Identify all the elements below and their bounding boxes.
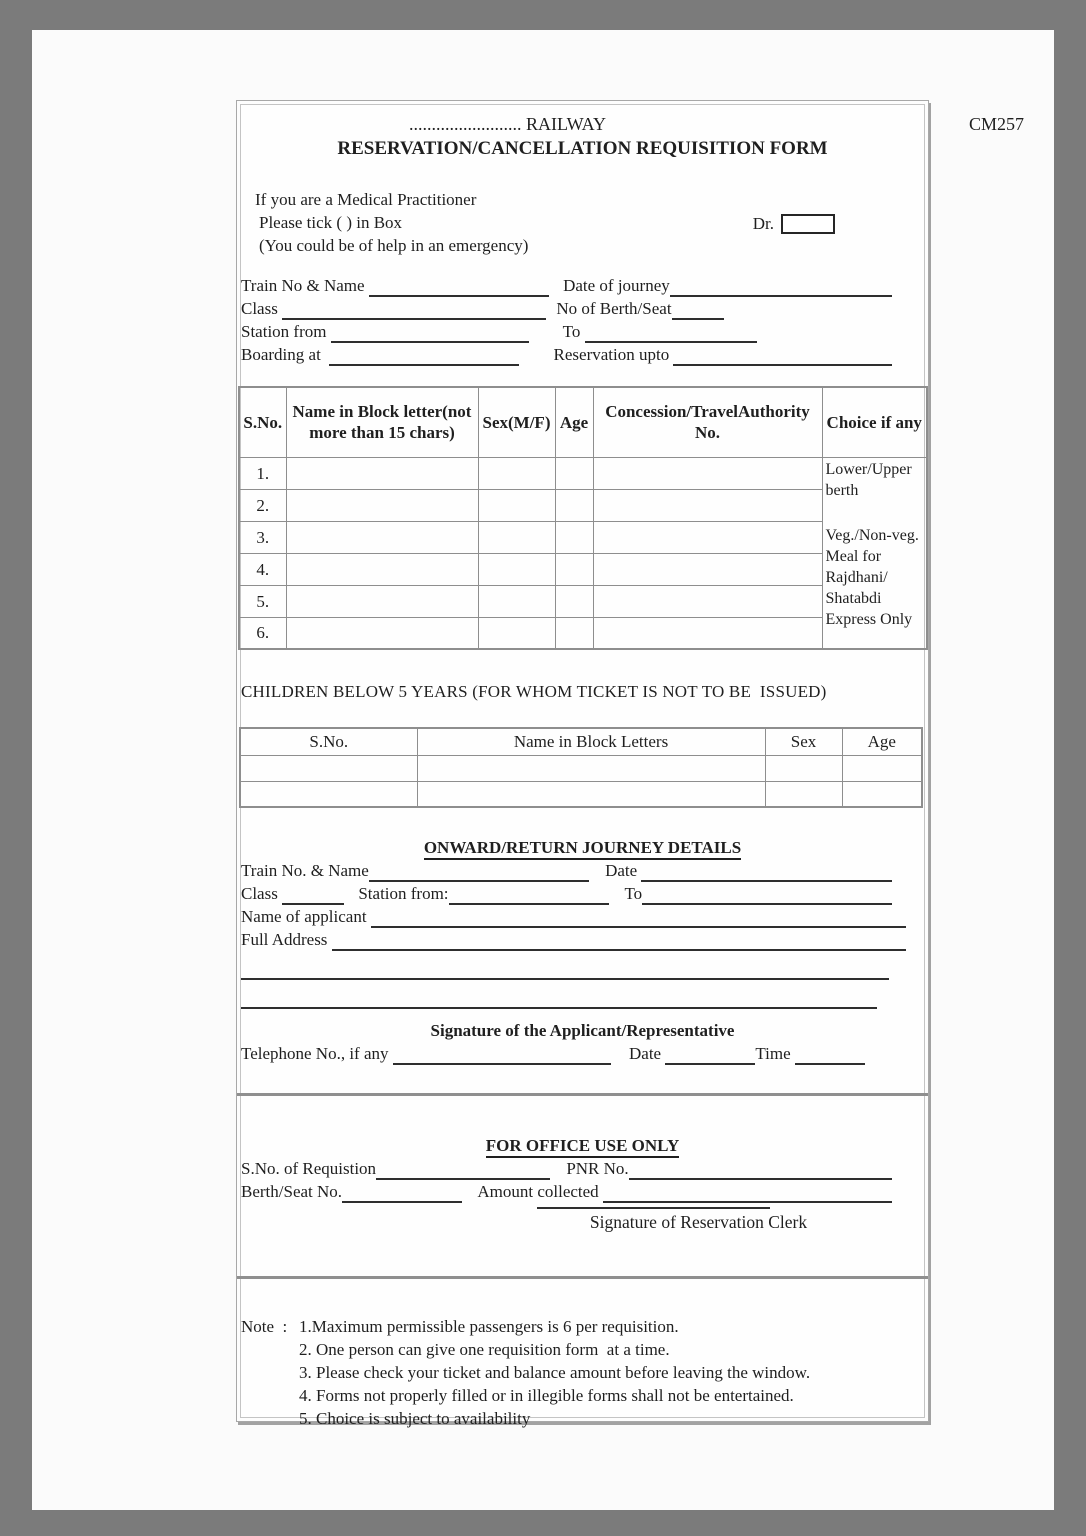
children-row-2	[240, 781, 922, 807]
railway-label: RAILWAY	[526, 114, 606, 134]
col-header-age: Age	[555, 387, 593, 457]
journey-row-2	[241, 297, 892, 320]
sex-cell[interactable]	[478, 553, 555, 585]
note-item-1: 1.Maximum permissible passengers is 6 per requisition.	[299, 1317, 679, 1336]
row-number: 6.	[239, 617, 286, 649]
note-item-4: 4. Forms not properly filled or in illegible forms shall not be entertained.	[299, 1386, 794, 1405]
full-address-field-line3[interactable]	[241, 993, 877, 1009]
onward-train-label: Train No. & Name	[241, 861, 369, 880]
form-code: CM257	[968, 114, 1024, 134]
sig-time-field[interactable]	[795, 1046, 865, 1065]
full-address-label: Full Address	[241, 930, 332, 949]
onward-class-label: Class	[241, 884, 283, 903]
choice-note-berth: Lower/Upper berth	[825, 460, 912, 499]
railway-dots-blank: .........................	[409, 114, 522, 134]
sex-cell[interactable]	[478, 457, 555, 489]
office-use-block	[237, 1157, 928, 1203]
office-row-2	[241, 1180, 892, 1203]
station-from-field[interactable]	[331, 324, 529, 343]
station-from-label: Station from	[241, 322, 331, 341]
child-sno-cell[interactable]	[240, 755, 417, 781]
row-number: 1.	[239, 457, 286, 489]
dr-tick-group	[753, 212, 835, 235]
berth-seat-field[interactable]	[672, 301, 724, 320]
onward-row-4	[241, 928, 892, 951]
onward-train-field[interactable]	[369, 863, 589, 882]
notes-block	[237, 1315, 928, 1430]
onward-journey-block	[237, 859, 928, 1009]
children-table-header-row	[240, 728, 922, 755]
name-cell[interactable]	[286, 489, 478, 521]
requisition-sno-field[interactable]	[376, 1161, 550, 1180]
row-number: 5.	[239, 585, 286, 617]
col-header-concession: Concession/TravelAuthority No.	[593, 387, 822, 457]
passenger-table	[238, 386, 928, 650]
medical-line-2: Please tick ( ) in Box	[259, 213, 403, 232]
applicant-signature-heading: Signature of the Applicant/Representative	[430, 1021, 735, 1040]
office-row-1	[241, 1157, 892, 1180]
clerk-signature-label: Signature of Reservation Clerk	[589, 1212, 808, 1232]
choice-cell[interactable]	[822, 457, 927, 649]
telephone-row	[241, 1042, 892, 1065]
boarding-at-field[interactable]	[329, 347, 519, 366]
sig-date-label: Date	[624, 1044, 666, 1063]
section-divider-2	[237, 1276, 928, 1279]
form-header-line	[237, 113, 1024, 136]
full-address-field-line2[interactable]	[241, 964, 889, 980]
children-col-sno: S.No.	[240, 728, 417, 755]
amount-collected-label: Amount collected	[474, 1182, 603, 1201]
passenger-table-header-row	[239, 387, 927, 457]
telephone-field[interactable]	[393, 1046, 611, 1065]
pnr-field[interactable]	[629, 1161, 892, 1180]
sex-cell[interactable]	[478, 585, 555, 617]
scanned-page	[32, 30, 1054, 1510]
child-age-cell[interactable]	[842, 755, 922, 781]
class-label: Class	[241, 299, 283, 318]
note-item-2: 2. One person can give one requisition form at a time.	[299, 1340, 670, 1359]
concession-cell[interactable]	[593, 617, 822, 649]
train-no-label: Train No & Name	[241, 276, 369, 295]
name-cell[interactable]	[286, 585, 478, 617]
medical-line-1: If you are a Medical Practitioner	[255, 190, 477, 209]
journey-row-4	[241, 343, 892, 366]
journey-row-3	[241, 320, 892, 343]
name-cell[interactable]	[286, 617, 478, 649]
sex-cell[interactable]	[478, 617, 555, 649]
berth-seat-label: No of Berth/Seat	[552, 299, 672, 318]
boarding-at-label: Boarding at	[241, 345, 330, 364]
age-cell[interactable]	[555, 457, 593, 489]
children-col-age: Age	[842, 728, 922, 755]
note-label: Note :	[241, 1317, 296, 1336]
applicant-name-field[interactable]	[371, 909, 906, 928]
name-cell[interactable]	[286, 553, 478, 585]
onward-station-from-field[interactable]	[449, 886, 609, 905]
telephone-block	[237, 1042, 928, 1065]
age-cell[interactable]	[555, 521, 593, 553]
date-of-journey-field[interactable]	[670, 278, 892, 297]
journey-details-block	[237, 274, 928, 366]
applicant-name-label: Name of applicant	[241, 907, 371, 926]
col-header-sex: Sex(M/F)	[478, 387, 555, 457]
child-age-cell[interactable]	[842, 781, 922, 807]
concession-cell[interactable]	[593, 585, 822, 617]
onward-row-2	[241, 882, 892, 905]
clerk-signature-block	[521, 1207, 876, 1234]
train-no-field[interactable]	[369, 278, 549, 297]
col-header-name: Name in Block letter(not more than 15 chars)	[286, 387, 478, 457]
row-number: 2.	[239, 489, 286, 521]
sig-date-field[interactable]	[665, 1046, 755, 1065]
children-row-1	[240, 755, 922, 781]
col-header-sno: S.No.	[239, 387, 286, 457]
medical-practitioner-block	[237, 188, 928, 257]
col-header-choice: Choice if any	[822, 387, 927, 457]
section-divider-1	[237, 1093, 928, 1096]
child-name-cell[interactable]	[417, 755, 765, 781]
onward-to-label: To	[620, 884, 643, 903]
concession-cell[interactable]	[593, 457, 822, 489]
sig-time-label: Time	[755, 1044, 795, 1063]
office-berth-label: Berth/Seat No.	[241, 1182, 343, 1201]
passenger-row-1	[239, 457, 927, 489]
requisition-sno-label: S.No. of Requistion	[241, 1159, 377, 1178]
form-title: RESERVATION/CANCELLATION REQUISITION FORM	[337, 138, 828, 159]
reservation-upto-field[interactable]	[673, 347, 892, 366]
children-table	[239, 727, 923, 808]
name-cell[interactable]	[286, 457, 478, 489]
class-field[interactable]	[282, 301, 546, 320]
dr-label: Dr.	[752, 214, 774, 233]
telephone-label: Telephone No., if any	[241, 1044, 393, 1063]
child-sex-cell[interactable]	[765, 755, 842, 781]
onward-date-field[interactable]	[641, 863, 892, 882]
office-berth-field[interactable]	[342, 1184, 462, 1203]
journey-row-1	[241, 274, 892, 297]
pnr-label: PNR No.	[562, 1159, 629, 1178]
address-line-3	[241, 986, 892, 1009]
onward-row-1	[241, 859, 892, 882]
medical-line-3: (You could be of help in an emergency)	[259, 236, 529, 255]
children-section-heading: CHILDREN BELOW 5 YEARS (FOR WHOM TICKET IS NOT TO BE ISSUED)	[241, 682, 827, 701]
date-of-journey-label: Date of journey	[558, 276, 670, 295]
to-label: To	[558, 322, 585, 341]
concession-cell[interactable]	[593, 521, 822, 553]
note-item-5: 5. Choice is subject to availability	[299, 1409, 531, 1428]
concession-cell[interactable]	[593, 489, 822, 521]
address-line-2	[241, 957, 892, 980]
concession-cell[interactable]	[593, 553, 822, 585]
onward-date-label: Date	[600, 861, 642, 880]
age-cell[interactable]	[555, 617, 593, 649]
age-cell[interactable]	[555, 553, 593, 585]
onward-row-3	[241, 905, 892, 928]
onward-station-from-label: Station from:	[354, 884, 449, 903]
row-number: 4.	[239, 553, 286, 585]
age-cell[interactable]	[555, 585, 593, 617]
full-address-field[interactable]	[332, 932, 906, 951]
choice-note-meal: Veg./Non-veg. Meal for Rajdhani/ Shatabdi Express Only	[825, 526, 919, 628]
child-sno-cell[interactable]	[240, 781, 417, 807]
dr-checkbox[interactable]	[781, 214, 835, 234]
reservation-upto-label: Reservation upto	[549, 345, 674, 364]
onward-journey-heading: ONWARD/RETURN JOURNEY DETAILS	[237, 836, 928, 859]
onward-to-field[interactable]	[642, 886, 892, 905]
age-cell[interactable]	[555, 489, 593, 521]
child-sex-cell[interactable]	[765, 781, 842, 807]
sex-cell[interactable]	[478, 521, 555, 553]
amount-collected-field[interactable]	[603, 1184, 892, 1203]
onward-class-field[interactable]	[282, 886, 344, 905]
clerk-signature-field[interactable]	[537, 1207, 770, 1209]
requisition-form	[236, 100, 1024, 1428]
children-col-name: Name in Block Letters	[417, 728, 765, 755]
to-field[interactable]	[585, 324, 757, 343]
children-col-sex: Sex	[765, 728, 842, 755]
name-cell[interactable]	[286, 521, 478, 553]
sex-cell[interactable]	[478, 489, 555, 521]
row-number: 3.	[239, 521, 286, 553]
child-name-cell[interactable]	[417, 781, 765, 807]
note-item-3: 3. Please check your ticket and balance amount before leaving the window.	[299, 1363, 811, 1382]
office-use-heading: FOR OFFICE USE ONLY	[237, 1134, 928, 1157]
